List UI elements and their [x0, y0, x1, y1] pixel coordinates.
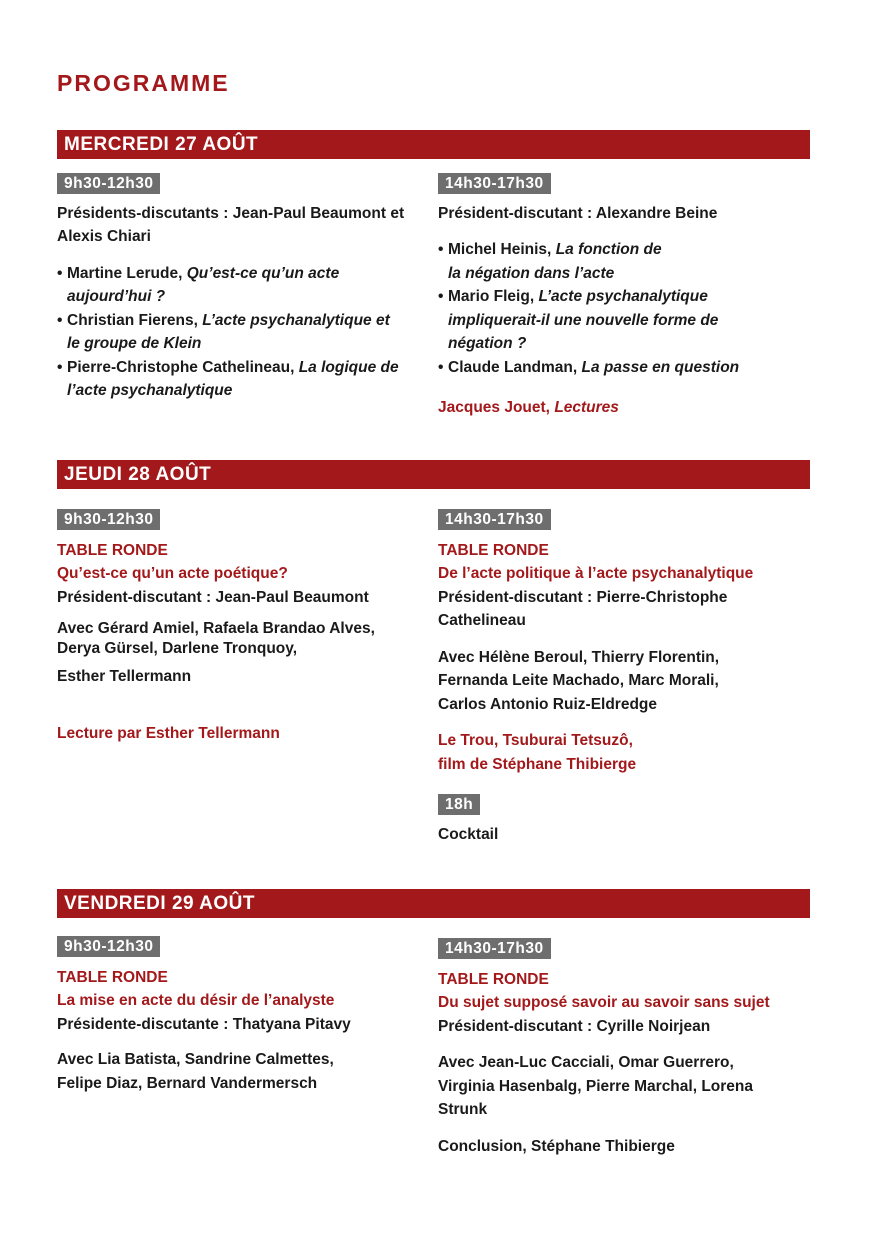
reading-event: Jacques Jouet, Lectures	[438, 399, 619, 416]
session-wednesday-morning	[57, 172, 417, 403]
session-chairs: Président-discutant : Pierre-Christophe Cathelineau	[438, 588, 728, 629]
day-header-thursday: JEUDI 28 AOÛT	[57, 460, 810, 489]
session-participants: Avec Gérard Amiel, Rafaela Brandao Alves, Derya Gürsel, Darlene Tronquoy, Esther Tellermann	[57, 620, 375, 685]
session-kind: TABLE RONDE	[438, 541, 549, 559]
session-chairs: Présidente-discutante : Thatyana Pitavy	[57, 1015, 351, 1033]
session-participants: Avec Lia Batista, Sandrine Calmettes, Felipe Diaz, Bernard Vandermersch	[57, 1051, 334, 1092]
talk-item: • Martine Lerude, Qu’est-ce qu’un acte aujourd’hui ?	[57, 262, 402, 309]
time-badge: 14h30-17h30	[438, 173, 551, 194]
session-theme: Du sujet supposé savoir au savoir sans sujet	[438, 994, 770, 1011]
session-theme: Qu’est-ce qu’un acte poétique?	[57, 565, 288, 582]
session-friday-afternoon	[438, 937, 798, 1158]
session-chairs: Président-discutant : Jean-Paul Beaumont	[57, 588, 369, 606]
session-participants: Avec Jean-Luc Cacciali, Omar Guerrero, Virginia Hasenbalg, Pierre Marchal, Lorena Strunk	[438, 1054, 753, 1118]
film-event: Le Trou, Tsuburai Tetsuzô, film de Stéphane Thibierge	[438, 732, 637, 773]
talk-item: • Mario Fleig, L’acte psychanalytique impliquerait-il une nouvelle forme de négation ?	[438, 285, 748, 356]
talk-list	[57, 262, 402, 403]
session-kind: TABLE RONDE	[438, 970, 549, 988]
session-wednesday-afternoon	[438, 172, 798, 420]
session-chairs: Président-discutant : Cyrille Noirjean	[438, 1017, 711, 1035]
session-theme: De l’acte politique à l’acte psychanalytique	[438, 565, 754, 582]
day-header-wednesday: MERCREDI 27 AOÛT	[57, 130, 810, 159]
session-chairs: Présidents-discutants : Jean-Paul Beaumont et Alexis Chiari	[57, 204, 405, 245]
session-thursday-afternoon	[438, 508, 798, 846]
reading-event: Lecture par Esther Tellermann	[57, 725, 280, 742]
time-badge: 9h30-12h30	[57, 936, 160, 957]
talk-list	[438, 238, 778, 379]
time-badge: 18h	[438, 794, 480, 815]
page-title: PROGRAMME	[57, 70, 230, 96]
session-kind: TABLE RONDE	[57, 968, 168, 986]
talk-item: • Claude Landman, La passe en question	[438, 356, 778, 380]
session-chairs: Président-discutant : Alexandre Beine	[438, 204, 718, 222]
time-badge: 9h30-12h30	[57, 509, 160, 530]
talk-item: • Pierre-Christophe Cathelineau, La logique de l’acte psychanalytique	[57, 356, 402, 403]
session-participants: Avec Hélène Beroul, Thierry Florentin, Fernanda Leite Machado, Marc Morali, Carlos Antonio Ruiz-Eldredge	[438, 648, 720, 713]
session-kind: TABLE RONDE	[57, 541, 168, 559]
session-thursday-morning	[57, 508, 417, 746]
session-theme: La mise en acte du désir de l’analyste	[57, 992, 335, 1009]
day-header-friday: VENDREDI 29 AOÛT	[57, 889, 810, 918]
talk-item: • Michel Heinis, La fonction de la négation dans l’acte	[438, 238, 678, 285]
time-badge: 9h30-12h30	[57, 173, 160, 194]
cocktail-event: Cocktail	[438, 825, 499, 843]
conclusion-event: Conclusion, Stéphane Thibierge	[438, 1137, 675, 1155]
time-badge: 14h30-17h30	[438, 938, 551, 959]
session-friday-morning	[57, 935, 417, 1095]
talk-item: • Christian Fierens, L’acte psychanalytique et le groupe de Klein	[57, 309, 402, 356]
time-badge: 14h30-17h30	[438, 509, 551, 530]
